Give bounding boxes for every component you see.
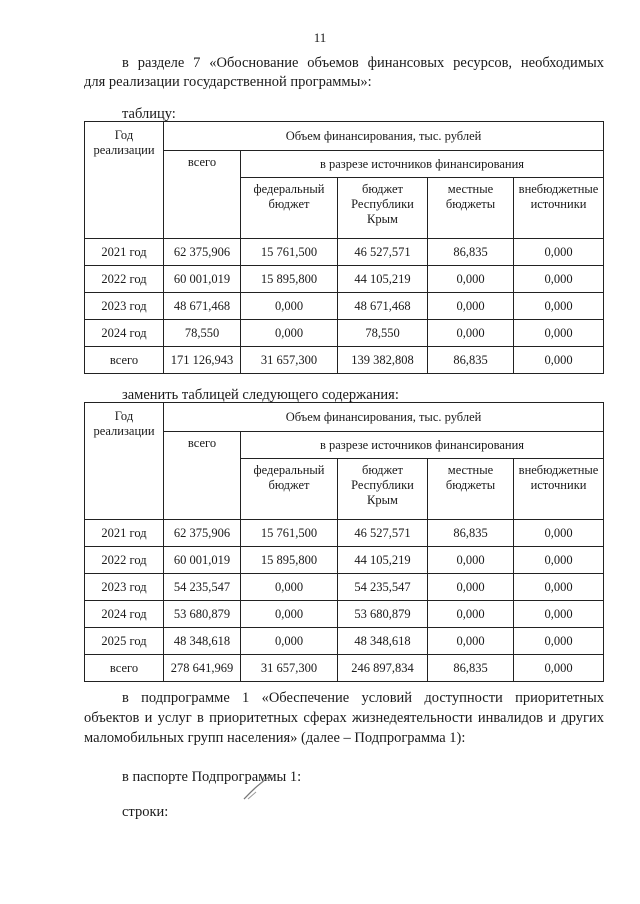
cell-local: 0,000 bbox=[428, 320, 514, 347]
cell-total: 62 375,906 bbox=[164, 520, 241, 547]
cell-federal: 15 895,800 bbox=[241, 266, 338, 293]
header-volume: Объем финансирования, тыс. рублей bbox=[164, 403, 604, 432]
cell-republic: 78,550 bbox=[338, 320, 428, 347]
cell-republic: 53 680,879 bbox=[338, 601, 428, 628]
cell-republic: 46 527,571 bbox=[338, 520, 428, 547]
cell-federal: 0,000 bbox=[241, 320, 338, 347]
cell-federal: 31 657,300 bbox=[241, 655, 338, 682]
cell-federal: 31 657,300 bbox=[241, 347, 338, 374]
cell-republic: 54 235,547 bbox=[338, 574, 428, 601]
cell-extra: 0,000 bbox=[514, 601, 604, 628]
cell-federal: 15 761,500 bbox=[241, 520, 338, 547]
cell-federal: 0,000 bbox=[241, 601, 338, 628]
header-year: Год реализации bbox=[85, 122, 164, 239]
page-number: 11 bbox=[313, 30, 327, 45]
cell-total: 53 680,879 bbox=[164, 601, 241, 628]
cell-year: 2024 год bbox=[85, 320, 164, 347]
header-total: всего bbox=[164, 151, 241, 239]
cell-republic: 46 527,571 bbox=[338, 239, 428, 266]
cell-federal: 15 761,500 bbox=[241, 239, 338, 266]
cell-total: 48 671,468 bbox=[164, 293, 241, 320]
cell-republic: 48 671,468 bbox=[338, 293, 428, 320]
header-year: Год реализации bbox=[85, 403, 164, 520]
cell-federal: 0,000 bbox=[241, 628, 338, 655]
cell-extra: 0,000 bbox=[514, 655, 604, 682]
header-local: местные бюджеты bbox=[428, 459, 514, 520]
header-total: всего bbox=[164, 432, 241, 520]
cell-local: 0,000 bbox=[428, 601, 514, 628]
cell-total: 60 001,019 bbox=[164, 547, 241, 574]
cell-local: 86,835 bbox=[428, 239, 514, 266]
cell-local: 0,000 bbox=[428, 574, 514, 601]
table-row bbox=[85, 574, 604, 601]
cell-year: 2023 год bbox=[85, 574, 164, 601]
table-row bbox=[85, 293, 604, 320]
table-new bbox=[84, 402, 604, 682]
cell-republic: 139 382,808 bbox=[338, 347, 428, 374]
table-row-total bbox=[85, 655, 604, 682]
cell-extra: 0,000 bbox=[514, 293, 604, 320]
table-row bbox=[85, 239, 604, 266]
cell-year: всего bbox=[85, 347, 164, 374]
cell-extra: 0,000 bbox=[514, 347, 604, 374]
cell-year: 2025 год bbox=[85, 628, 164, 655]
cell-year: 2021 год bbox=[85, 239, 164, 266]
cell-local: 0,000 bbox=[428, 628, 514, 655]
cell-federal: 15 895,800 bbox=[241, 547, 338, 574]
cell-extra: 0,000 bbox=[514, 574, 604, 601]
label-table: таблицу: bbox=[122, 106, 176, 122]
cell-federal: 0,000 bbox=[241, 574, 338, 601]
cell-local: 0,000 bbox=[428, 266, 514, 293]
cell-federal: 0,000 bbox=[241, 293, 338, 320]
cell-local: 0,000 bbox=[428, 547, 514, 574]
header-by-source: в разрезе источников финансирования bbox=[241, 432, 604, 459]
cell-republic: 246 897,834 bbox=[338, 655, 428, 682]
cell-extra: 0,000 bbox=[514, 520, 604, 547]
header-republic: бюджет Республики Крым bbox=[338, 178, 428, 239]
cell-total: 62 375,906 bbox=[164, 239, 241, 266]
cell-extra: 0,000 bbox=[514, 320, 604, 347]
cell-republic: 44 105,219 bbox=[338, 266, 428, 293]
cell-extra: 0,000 bbox=[514, 628, 604, 655]
cell-total: 48 348,618 bbox=[164, 628, 241, 655]
header-by-source: в разрезе источников финансирования bbox=[241, 151, 604, 178]
cell-year: 2024 год bbox=[85, 601, 164, 628]
header-volume: Объем финансирования, тыс. рублей bbox=[164, 122, 604, 151]
initials-mark bbox=[240, 772, 276, 802]
subprogram-line-3: маломобильных групп населения» (далее – Подпрограмма 1): bbox=[84, 730, 466, 746]
table-row bbox=[85, 601, 604, 628]
cell-local: 86,835 bbox=[428, 655, 514, 682]
cell-extra: 0,000 bbox=[514, 266, 604, 293]
cell-year: 2022 год bbox=[85, 547, 164, 574]
passport-line: в паспорте Подпрограммы 1: bbox=[122, 769, 302, 785]
table-row bbox=[85, 320, 604, 347]
cell-year: 2023 год bbox=[85, 293, 164, 320]
cell-local: 0,000 bbox=[428, 293, 514, 320]
table-row bbox=[85, 628, 604, 655]
header-extra: внебюджетные источники bbox=[514, 459, 604, 520]
table-old bbox=[84, 121, 604, 374]
header-republic: бюджет Республики Крым bbox=[338, 459, 428, 520]
header-federal: федеральный бюджет bbox=[241, 459, 338, 520]
cell-total: 60 001,019 bbox=[164, 266, 241, 293]
intro-line-1: в разделе 7 «Обоснование объемов финансовых ресурсов, необходимых bbox=[122, 55, 604, 71]
cell-total: 54 235,547 bbox=[164, 574, 241, 601]
intro-line-2: для реализации государственной программы»: bbox=[84, 74, 372, 90]
table-row bbox=[85, 520, 604, 547]
cell-total: 278 641,969 bbox=[164, 655, 241, 682]
cell-extra: 0,000 bbox=[514, 239, 604, 266]
cell-republic: 48 348,618 bbox=[338, 628, 428, 655]
header-federal: федеральный бюджет bbox=[241, 178, 338, 239]
rows-label: строки: bbox=[122, 804, 169, 820]
cell-extra: 0,000 bbox=[514, 547, 604, 574]
cell-republic: 44 105,219 bbox=[338, 547, 428, 574]
subprogram-line-1: в подпрограмме 1 «Обеспечение условий доступности приоритетных bbox=[122, 690, 604, 706]
cell-total: 78,550 bbox=[164, 320, 241, 347]
header-local: местные бюджеты bbox=[428, 178, 514, 239]
cell-year: всего bbox=[85, 655, 164, 682]
label-replace: заменить таблицей следующего содержания: bbox=[122, 387, 399, 403]
table-row-total bbox=[85, 347, 604, 374]
cell-local: 86,835 bbox=[428, 520, 514, 547]
cell-local: 86,835 bbox=[428, 347, 514, 374]
subprogram-line-2: объектов и услуг в приоритетных сферах жизнедеятельности инвалидов и других bbox=[84, 710, 604, 726]
table-row bbox=[85, 266, 604, 293]
cell-year: 2021 год bbox=[85, 520, 164, 547]
table-row bbox=[85, 547, 604, 574]
cell-total: 171 126,943 bbox=[164, 347, 241, 374]
cell-year: 2022 год bbox=[85, 266, 164, 293]
header-extra: внебюджетные источники bbox=[514, 178, 604, 239]
